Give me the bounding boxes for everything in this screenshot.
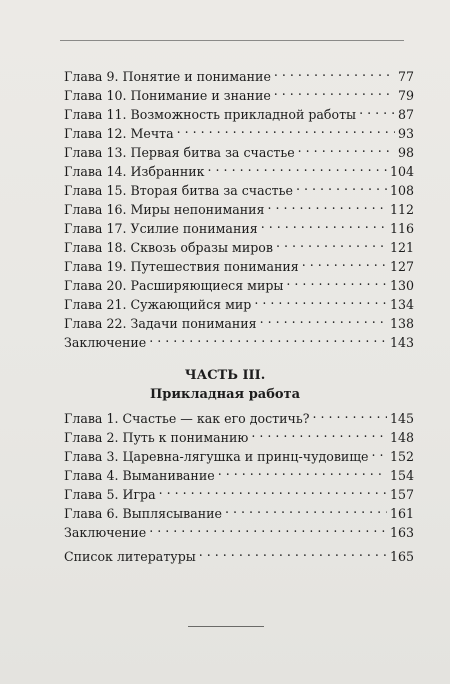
toc-entry-label: Глава 11. Возможность прикладной работы xyxy=(64,107,357,122)
toc-entry-page: 127 xyxy=(389,259,414,274)
toc-entry-label: Глава 16. Миры непонимания xyxy=(64,202,265,217)
toc-entry-page: 116 xyxy=(389,221,414,236)
toc-entry-page: 77 xyxy=(397,69,414,84)
leader-dots xyxy=(149,328,387,347)
toc-entry-label: Глава 21. Сужающийся мир xyxy=(64,297,252,312)
toc-entry-label: Глава 9. Понятие и понимание xyxy=(64,69,271,84)
part-heading: ЧАСТЬ III. xyxy=(184,368,266,383)
leader-dots xyxy=(274,81,395,100)
leader-dots xyxy=(298,138,395,157)
toc-entry-page: 108 xyxy=(389,183,414,198)
toc-entry-page: 121 xyxy=(389,240,414,255)
toc-entry-label: Глава 19. Путешествия понимания xyxy=(64,259,299,274)
toc-entry-label: Глава 17. Усилие понимания xyxy=(64,221,258,236)
toc-entry-label: Глава 13. Первая битва за счастье xyxy=(64,145,295,160)
toc-entry-page: 161 xyxy=(389,506,414,521)
toc-entry-label: Заключение xyxy=(64,335,147,350)
toc-entry-label: Глава 12. Мечта xyxy=(64,126,174,141)
leader-dots xyxy=(149,518,387,537)
toc-entry-page: 138 xyxy=(389,316,414,331)
toc-entry-page: 148 xyxy=(389,430,414,445)
toc-entry-page: 143 xyxy=(389,335,414,350)
toc-entry-label: Глава 15. Вторая битва за счастье xyxy=(64,183,293,198)
header-rule xyxy=(60,40,404,41)
toc-entry-label: Глава 1. Счастье — как его достичь? xyxy=(64,411,310,426)
toc-entry-label: Глава 2. Путь к пониманию xyxy=(64,430,249,445)
leader-dots xyxy=(254,290,387,309)
toc-entry-page: 87 xyxy=(397,107,414,122)
toc-entry-page: 163 xyxy=(389,525,414,540)
leader-dots xyxy=(359,100,395,119)
toc-entry-page: 154 xyxy=(389,468,414,483)
toc-entry-label: Заключение xyxy=(64,525,147,540)
toc-entry-page: 145 xyxy=(389,411,414,426)
toc-entry-label: Глава 18. Сквозь образы миров xyxy=(64,240,273,255)
toc-entry-page: 93 xyxy=(397,126,414,141)
leader-dots xyxy=(371,442,386,461)
toc-entry xyxy=(64,404,414,426)
leader-dots xyxy=(296,176,387,195)
leader-dots xyxy=(251,423,387,442)
leader-dots xyxy=(276,233,387,252)
toc-entry-label: Глава 14. Избранник xyxy=(64,164,205,179)
toc-entry-label: Глава 20. Расширяющиеся миры xyxy=(64,278,284,293)
leader-dots xyxy=(218,461,387,480)
leader-dots xyxy=(159,480,387,499)
toc-entry-label: Глава 6. Выплясывание xyxy=(64,506,222,521)
toc-entry-label: Список литературы xyxy=(64,549,196,564)
leader-dots xyxy=(208,157,387,176)
toc-entry-page: 134 xyxy=(389,297,414,312)
toc-entry-page: 112 xyxy=(389,202,414,217)
toc-entry-page: 165 xyxy=(389,549,414,564)
toc-entry-label: Глава 4. Выманивание xyxy=(64,468,215,483)
leader-dots xyxy=(199,542,387,561)
toc-entry-page: 79 xyxy=(397,88,414,103)
toc-entry-label: Глава 22. Задачи понимания xyxy=(64,316,257,331)
leader-dots xyxy=(302,252,387,271)
toc-bibliography xyxy=(64,542,414,564)
footer-rule xyxy=(188,626,264,627)
toc-entry-page: 130 xyxy=(389,278,414,293)
toc-entry-label: Глава 3. Царевна-лягушка и принц-чудовище xyxy=(64,449,369,464)
leader-dots xyxy=(268,195,387,214)
toc-entry-page: 152 xyxy=(389,449,414,464)
leader-dots xyxy=(225,499,387,518)
toc-entry xyxy=(64,62,414,84)
toc-entry-page: 157 xyxy=(389,487,414,502)
part-subheading: Прикладная работа xyxy=(149,387,301,402)
toc-entry-page: 104 xyxy=(389,164,414,179)
toc-part3 xyxy=(64,404,414,540)
leader-dots xyxy=(177,119,395,138)
leader-dots xyxy=(312,404,387,423)
toc-entry-bibliography xyxy=(64,542,414,564)
toc-part2 xyxy=(64,62,414,350)
toc-entry-label: Глава 10. Понимание и знание xyxy=(64,88,271,103)
leader-dots xyxy=(274,62,395,81)
leader-dots xyxy=(260,309,387,328)
toc-entry-page: 98 xyxy=(397,145,414,160)
leader-dots xyxy=(261,214,387,233)
toc-entry-label: Глава 5. Игра xyxy=(64,487,156,502)
leader-dots xyxy=(286,271,387,290)
